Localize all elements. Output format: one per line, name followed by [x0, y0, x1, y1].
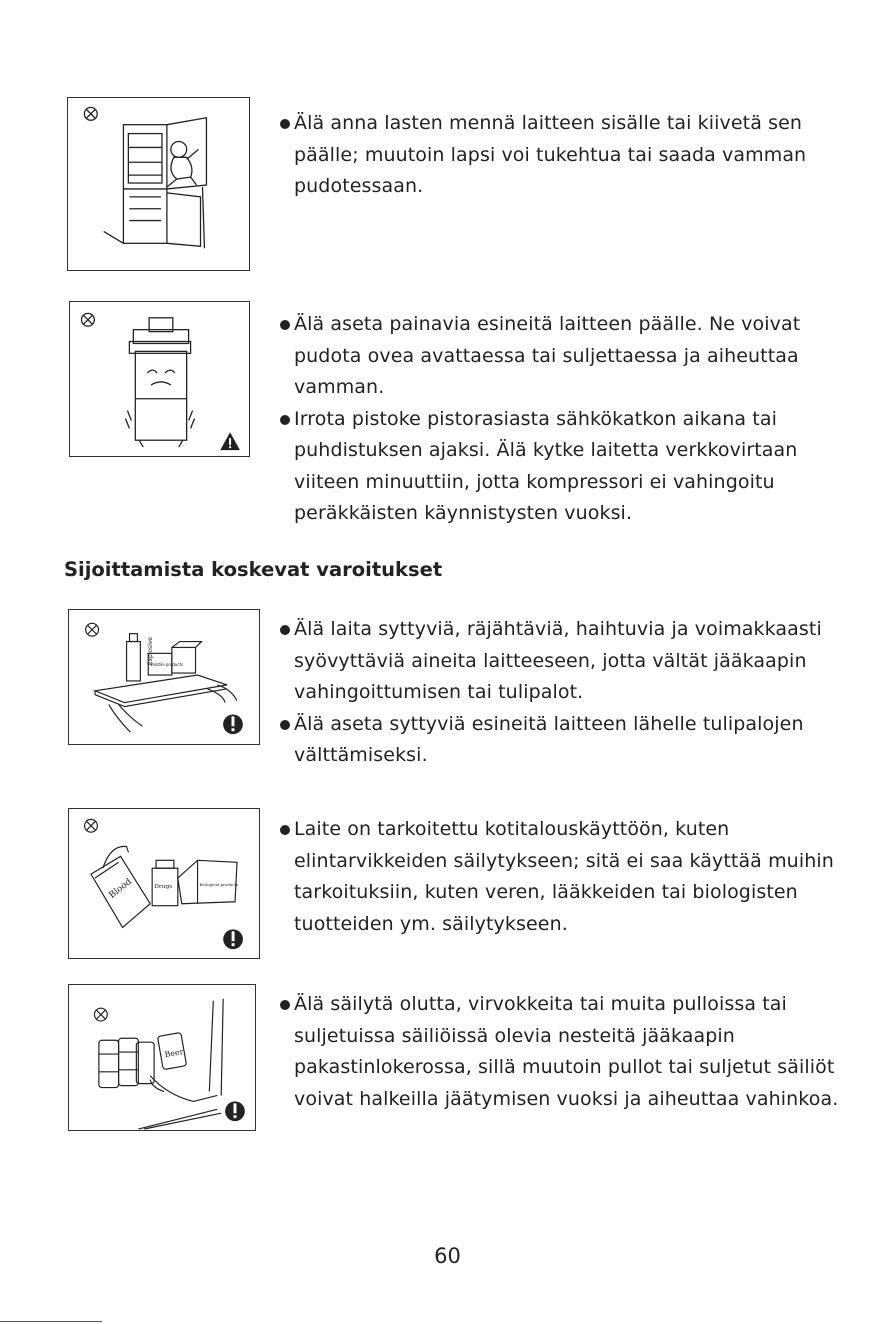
bullet-icon	[280, 1000, 290, 1010]
blood-label: Blood	[107, 876, 134, 901]
child-climbing-fridge-illustration	[68, 98, 249, 270]
exclamation-circle-icon	[223, 929, 243, 949]
exclamation-circle-icon	[223, 714, 243, 734]
bullet-icon	[280, 119, 290, 129]
footer-divider	[0, 1321, 102, 1322]
list-item: Irrota pistoke pistorasiasta sähkökatkon aikana tai puhdistuksen ajaksi. Älä kytke laitetta verkkovirtaan viiteen minuuttiin, jotta kompressori ei vahingoitu peräkkäisten käynnistysten vuoksi.	[280, 404, 840, 530]
illustration-heavy-objects	[69, 301, 250, 457]
section4-text	[280, 814, 840, 940]
page-number: 60	[434, 1244, 461, 1268]
bullet-icon	[280, 825, 290, 835]
bullet-icon	[280, 720, 290, 730]
jar-label: Volatile products	[150, 662, 184, 668]
bullet-icon	[280, 415, 290, 425]
exclamation-circle-icon	[225, 1101, 245, 1121]
section1-text	[280, 108, 840, 203]
drugs-label: Drugs	[154, 883, 173, 890]
section2-text	[280, 309, 840, 530]
list-item: Älä säilytä olutta, virvokkeita tai muita pulloissa tai suljetuissa säiliöissä olevia nesteitä jääkaapin pakastinlokerossa, sillä muutoin pullot tai suljetut säiliöt voivat halkeilla jäätymisen vuoksi ja aiheuttaa vahinkoa.	[280, 989, 840, 1115]
heavy-objects-fridge-illustration	[70, 302, 249, 456]
illustration-medical	[68, 808, 260, 959]
list-item: Älä aseta painavia esineitä laitteen päälle. Ne voivat pudota ovea avattaessa tai suljettaessa ja aiheuttaa vamman.	[280, 309, 840, 404]
list-item: Älä aseta syttyviä esineitä laitteen lähelle tulipalojen välttämiseksi.	[280, 709, 840, 772]
medical-products-illustration	[69, 809, 259, 958]
section5-text	[280, 989, 840, 1115]
bottle-label: Explosive	[148, 637, 155, 666]
warning-triangle-icon	[220, 432, 240, 450]
illustration-child-fridge	[67, 97, 250, 271]
biological-label: Biological products	[199, 881, 239, 887]
flammable-items-illustration	[69, 610, 259, 744]
section-heading: Sijoittamista koskevat varoitukset	[64, 558, 443, 581]
list-item: Laite on tarkoitettu kotitalouskäyttöön, kuten elintarvikkeiden säilytykseen; sitä ei saa käyttää muihin tarkoituksiin, kuten veren, lääkkeiden tai biologisten tuotteiden ym. säilytykseen.	[280, 814, 840, 940]
section3-text	[280, 614, 840, 772]
illustration-flammable	[68, 609, 260, 745]
beer-label: Beer	[163, 1047, 185, 1060]
illustration-beer	[68, 984, 256, 1131]
bullet-icon	[280, 625, 290, 635]
beer-cans-illustration	[69, 985, 255, 1130]
bullet-icon	[280, 320, 290, 330]
list-item: Älä laita syttyviä, räjähtäviä, haihtuvia ja voimakkaasti syövyttäviä aineita laitteeseen, jotta vältät jääkaapin vahingoittumisen tai tulipalot.	[280, 614, 840, 709]
list-item: Älä anna lasten mennä laitteen sisälle tai kiivetä sen päälle; muutoin lapsi voi tukehtua tai saada vamman pudotessaan.	[280, 108, 840, 203]
